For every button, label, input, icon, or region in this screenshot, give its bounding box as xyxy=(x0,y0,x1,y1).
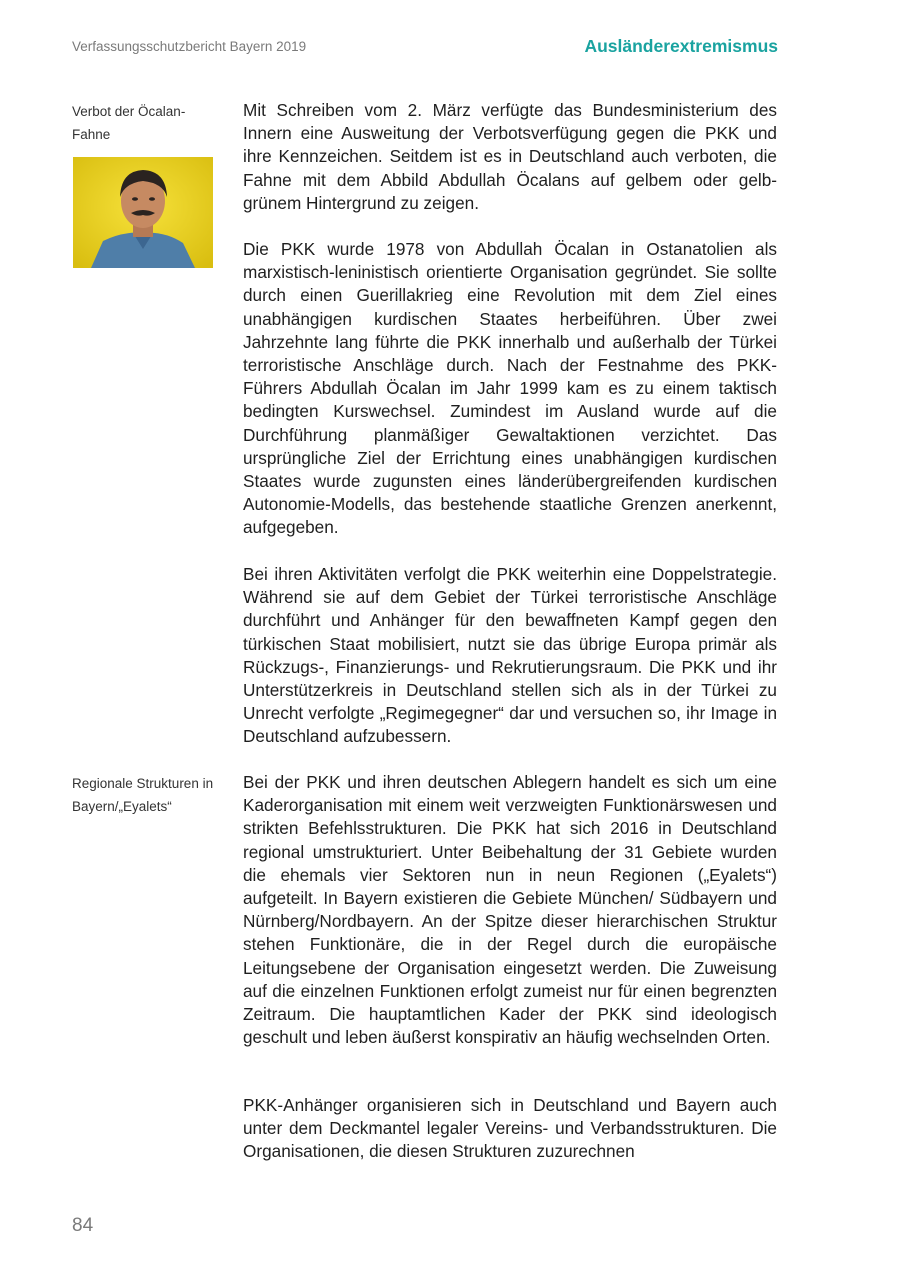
margin-note-regional-structures: Regionale Strukturen in Bayern/„Eyalets“ xyxy=(72,776,214,814)
paragraph-associations: PKK-Anhänger organisieren sich in Deutschland und Bayern auch unter dem Deckmantel legaler Vereins- und Verbandsstrukturen. Die Organisationen, die diesen Strukturen zuzurechnen xyxy=(243,1095,777,1162)
paragraph-pkk-history: Die PKK wurde 1978 von Abdullah Öcalan in Ostanatolien als marxistisch-leninistisch orientierte Organisation gegründet. Sie sollte durch einen Guerillakrieg eine Revolution mit dem Ziel eines unabhängigen kurdischen Staates herbeiführen. Über zwei Jahrzehnte lang führte die PKK innerhalb und außerhalb der Türkei terroristische Anschläge durch. Nach der Festnahme des PKK-Führers Abdullah Öcalan im Jahr 1999 kam es zu einem taktisch bedingten Kurswechsel. Zumindest im Ausland wurde auf die Durchführung planmäßiger Gewaltaktionen verzichtet. Das ursprüngliche Ziel der Errichtung eines unabhängigen kurdischen Staates wurde zugunsten eines länderübergreifenden kurdischen Autonomie-Modells, das bestehende staatliche Grenzen anerkennt, aufgegeben. xyxy=(243,239,777,538)
page-number: 84 xyxy=(72,1215,94,1236)
paragraph-flag-ban: Mit Schreiben vom 2. März verfügte das Bundesministerium des Innern eine Ausweitung der Verbotsverfügung gegen die PKK und ihre Kennzeichen. Seitdem ist es in Deutschland auch verboten, die Fahne mit dem Abbild Abdullah Öcalans auf gelbem oder gelb-grünem Hintergrund zu zeigen. xyxy=(243,100,777,213)
ocalan-flag-image xyxy=(73,157,213,268)
paragraph-cadre-organisation: Bei der PKK und ihren deutschen Ablegern handelt es sich um eine Kaderorganisation mit einem weit verzweigten Funktionärswesen und strikten Befehlsstrukturen. Die PKK hat sich 2016 in Deutschland regional umstrukturiert. Unter Beibehaltung der 31 Gebiete wurden die ehemals vier Sektoren nun in neun Regionen („Eyalets“) aufgeteilt. In Bayern existieren die Gebiete München/ Südbayern und Nürnberg/Nordbayern. An der Spitze dieser hierarchischen Struktur stehen Funktionäre, die in der Regel durch die europäische Leitungsebene der Organisation eingesetzt werden. Die Zuweisung auf die einzelnen Funktionen erfolgt zumeist nur für einen begrenzten Zeitraum. Die hauptamtlichen Kader der PKK sind ideologisch geschult und leben äußerst konspirativ an häufig wechselnden Orten. xyxy=(243,772,777,1048)
paragraph-double-strategy: Bei ihren Aktivitäten verfolgt die PKK weiterhin eine Doppelstrategie. Während sie auf dem Gebiet der Türkei terroristische Anschläge durchführt und Anhänger für den bewaffneten Kampf gegen den türkischen Staat mobilisiert, nutzt sie das übrige Europa primär als Rückzugs-, Finanzierungs- und Rekrutierungsraum. Die PKK und ihr Unterstützerkreis in Deutschland stellen sich als in der Türkei zu Unrecht verfolgte „Regimegegner“ dar und versuchen so, ihr Image in Deutschland aufzubessern. xyxy=(243,564,777,747)
running-header-title: Verfassungsschutzbericht Bayern 2019 xyxy=(72,39,307,54)
portrait-illustration xyxy=(73,157,213,268)
margin-note-flag-ban: Verbot der Öcalan-Fahne xyxy=(72,104,186,142)
section-title: Ausländerextremismus xyxy=(584,36,778,56)
